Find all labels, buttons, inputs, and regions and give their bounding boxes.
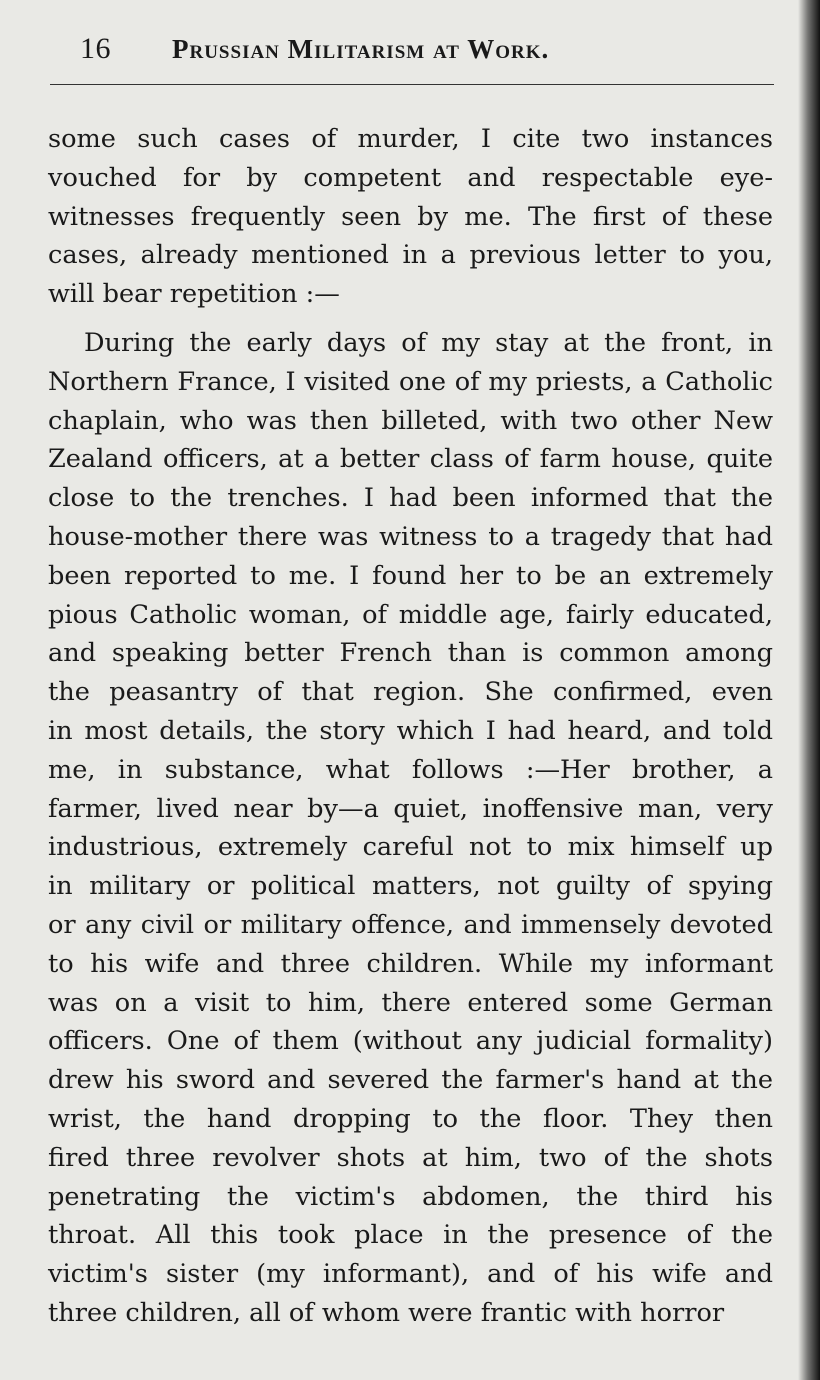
paragraph — [48, 120, 773, 314]
text-line: was on a visit to him, there entered some German — [48, 987, 773, 1018]
text-line: During the early days of my stay at the front, in — [84, 327, 773, 358]
text-line: will bear repetition :— — [48, 279, 340, 310]
page-number: 16 — [80, 32, 111, 65]
text-line: been reported to me. I found her to be an extremely — [48, 560, 773, 591]
text-line: chaplain, who was then billeted, with two other New — [48, 405, 773, 436]
text-line: to his wife and three children. While my informant — [48, 948, 773, 979]
text-line: industrious, extremely careful not to mix himself up — [48, 832, 773, 863]
text-line: victim's sister (my informant), and of his wife and — [48, 1259, 773, 1290]
text-line: fired three revolver shots at him, two of the shots — [48, 1142, 773, 1173]
text-line: close to the trenches. I had been informed that the — [48, 483, 773, 514]
text-line: penetrating the victim's abdomen, the third his — [48, 1181, 773, 1212]
header-rule — [50, 84, 774, 85]
text-line: and speaking better French than is common among — [48, 638, 773, 669]
paragraph-gap — [48, 314, 773, 324]
running-title: Prussian Militarism at Work. — [172, 34, 550, 64]
text-line: witnesses frequently seen by me. The first of these — [48, 201, 773, 232]
paragraph — [48, 324, 773, 1333]
text-line: or any civil or military offence, and immensely devoted — [48, 909, 773, 940]
text-line: house-mother there was witness to a tragedy that had — [48, 521, 773, 552]
text-line: Zealand officers, at a better class of farm house, quite — [48, 444, 773, 475]
text-line: in most details, the story which I had heard, and told — [48, 715, 773, 746]
page-header — [80, 32, 760, 72]
page-edge-shadow — [798, 0, 820, 1380]
text-line: the peasantry of that region. She confirmed, even — [48, 677, 773, 708]
text-line: me, in substance, what follows :—Her brother, a — [48, 754, 773, 785]
text-line: some such cases of murder, I cite two instances — [48, 124, 773, 154]
text-line: drew his sword and severed the farmer's hand at the — [48, 1065, 773, 1096]
body-text — [48, 120, 773, 1333]
text-line: vouched for by competent and respectable eye- — [48, 162, 773, 193]
text-line: Northern France, I visited one of my priests, a Catholic — [48, 366, 773, 397]
text-line: cases, already mentioned in a previous letter to you, — [48, 240, 773, 271]
text-line: officers. One of them (without any judicial formality) — [48, 1026, 773, 1057]
text-line: in military or political matters, not guilty of spying — [48, 871, 773, 902]
text-line: wrist, the hand dropping to the floor. They then — [48, 1103, 773, 1134]
text-line: farmer, lived near by—a quiet, inoffensive man, very — [48, 793, 773, 824]
text-line: pious Catholic woman, of middle age, fairly educated, — [48, 599, 773, 630]
text-line: throat. All this took place in the presence of the — [48, 1220, 773, 1251]
text-line: three children, all of whom were frantic with horror — [48, 1297, 725, 1328]
